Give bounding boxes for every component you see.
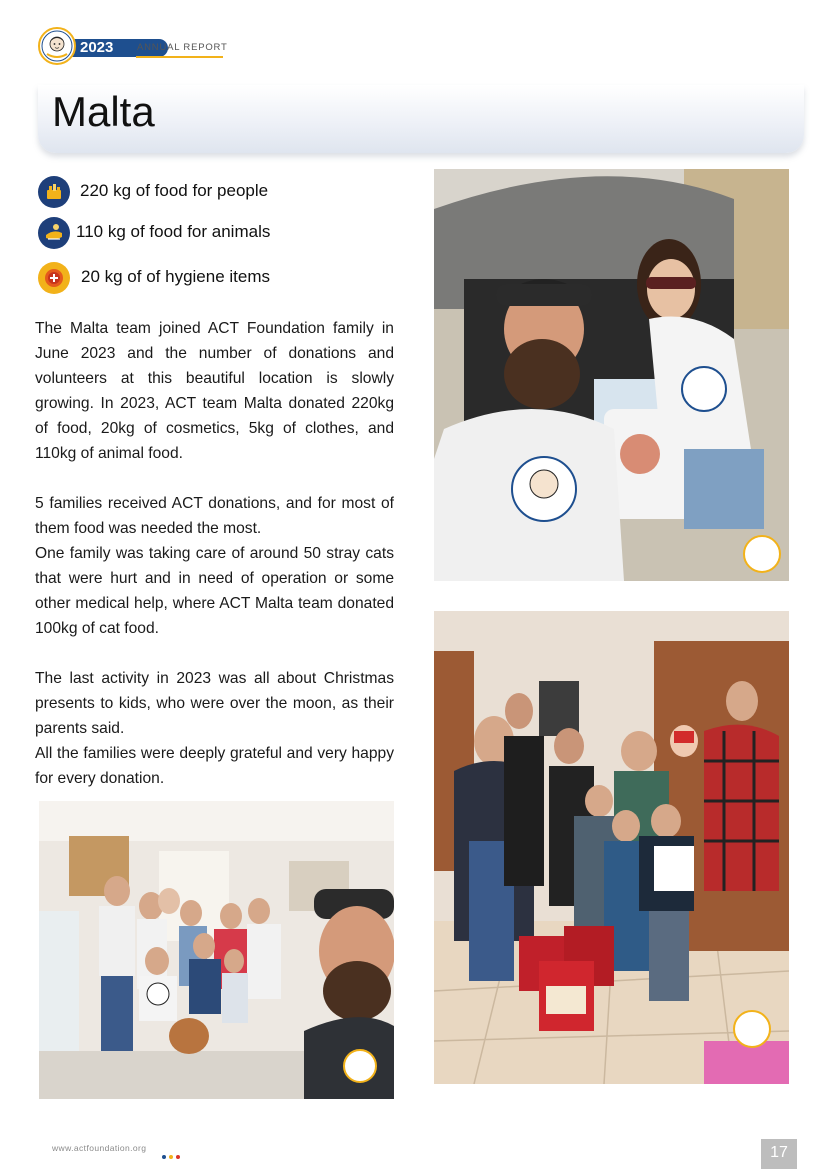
footer-dot bbox=[169, 1155, 173, 1159]
food-basket-icon bbox=[38, 176, 70, 208]
stat-text: 110 kg of food for animals bbox=[76, 222, 271, 241]
footer-url[interactable]: www.actfoundation.org bbox=[52, 1143, 147, 1153]
footer-dot bbox=[162, 1155, 166, 1159]
report-label: ANNUAL REPORT bbox=[137, 42, 228, 53]
stat-text: 220 kg of food for people bbox=[80, 181, 269, 200]
stat-text: 20 kg of of hygiene items bbox=[81, 267, 271, 286]
act-foundation-logo-icon bbox=[38, 27, 76, 65]
hygiene-icon bbox=[38, 262, 70, 294]
paragraph: The Malta team joined ACT Foundation family in June 2023 and the number of donations and volunteers at this beautiful location is slowly growing. In 2023, ACT team Malta donated 220kg of food, 20kg of cosmetics, 5kg of clothes, and 110kg of animal food. bbox=[35, 320, 394, 462]
paragraph: One family was taking care of around 50 stray cats that were hurt and in need of operation or some other medical help, where ACT Malta team donated 100kg of cat food. bbox=[35, 545, 394, 637]
paragraph: All the families were deeply grateful and very happy for every donation. bbox=[35, 745, 394, 787]
page-title: Malta bbox=[52, 88, 155, 135]
report-year: 2023 bbox=[80, 39, 114, 56]
paragraph: The last activity in 2023 was all about Christmas presents to kids, who were over the moon, as their parents said. bbox=[35, 670, 394, 737]
photo-car-trunk-selfie bbox=[434, 169, 789, 581]
body-text bbox=[35, 316, 394, 791]
photo-christmas-group bbox=[434, 611, 789, 1084]
footer-dot bbox=[176, 1155, 180, 1159]
animal-food-icon bbox=[38, 217, 70, 249]
paragraph: 5 families received ACT donations, and for most of them food was needed the most. bbox=[35, 495, 394, 537]
header-logo bbox=[38, 27, 228, 67]
page-number-box bbox=[761, 1139, 797, 1169]
header-rule bbox=[136, 56, 223, 58]
footer-dots bbox=[162, 1146, 183, 1164]
page-number: 17 bbox=[770, 1144, 788, 1161]
photo-family-selfie bbox=[39, 801, 394, 1099]
